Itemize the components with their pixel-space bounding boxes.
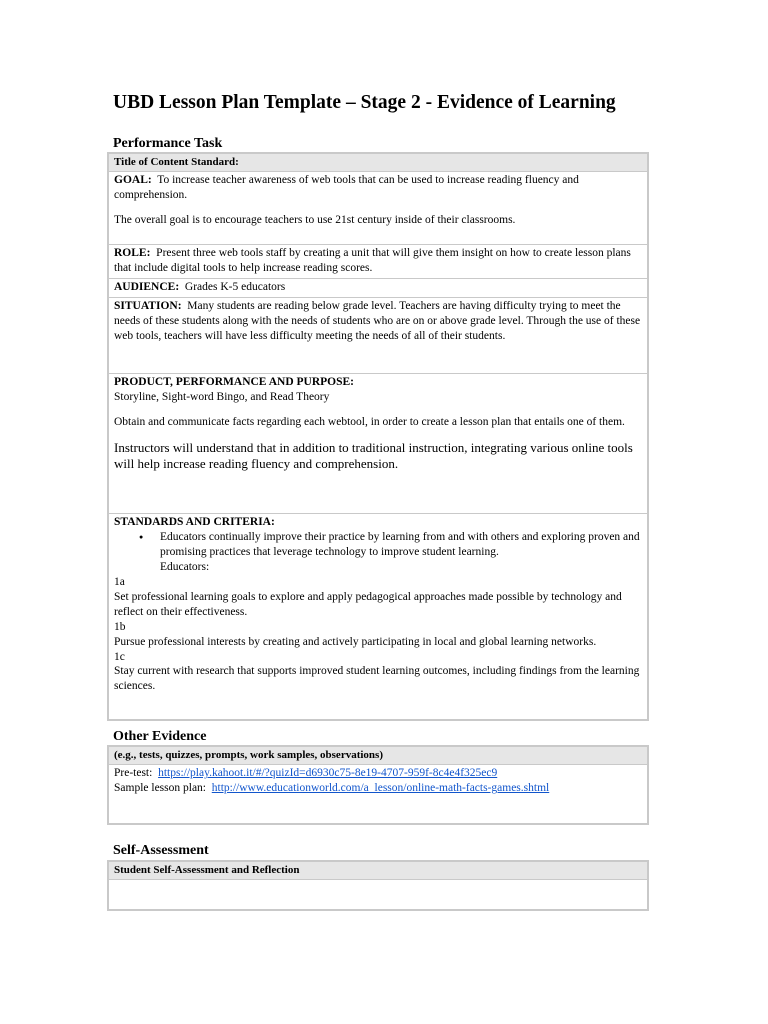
role-text: Present three web tools staff by creating a unit that will give them insight on how to create lesson plans that include digital tools to help increase reading scores. <box>114 247 631 275</box>
audience-label: AUDIENCE: <box>114 281 180 294</box>
standards-bullet-sub: Educators: <box>160 560 210 573</box>
other-evidence-cell <box>108 765 648 825</box>
performance-task-table <box>107 152 649 721</box>
product-label: PRODUCT, PERFORMANCE AND PURPOSE: <box>114 376 355 389</box>
role-cell <box>108 245 648 279</box>
standards-label: STANDARDS AND CRITERIA: <box>114 516 275 529</box>
standard-code-1b: 1b <box>114 620 126 633</box>
situation-text: Many students are reading below grade level. Teachers are having difficulty trying to meet the needs of these students along with the needs of students who are on or above grade level. Through the use of these web tools, teachers will have less difficulty meeting the needs of all of their students. <box>114 300 641 342</box>
role-label: ROLE: <box>114 247 151 260</box>
other-evidence-heading: Other Evidence <box>113 729 207 744</box>
content-standard-header: Title of Content Standard: <box>108 153 648 172</box>
standard-code-1c: 1c <box>114 650 125 663</box>
standards-cell <box>108 514 648 721</box>
audience-text: Grades K-5 educators <box>184 281 286 294</box>
audience-cell <box>108 279 648 298</box>
standards-bullet-list <box>114 530 642 575</box>
goal-text-2: The overall goal is to encourage teachers to use 21st century inside of their classrooms. <box>114 214 516 227</box>
standards-bullet-text: Educators continually improve their practice by learning from and with others and exploring proven and promising practices that leverage technology to improve student learning. <box>160 531 640 558</box>
page-title: UBD Lesson Plan Template – Stage 2 - Evidence of Learning <box>113 92 616 113</box>
performance-task-heading: Performance Task <box>113 136 223 151</box>
self-assessment-header: Student Self-Assessment and Reflection <box>108 861 648 880</box>
product-line-1: Storyline, Sight-word Bingo, and Read Theory <box>114 391 330 404</box>
self-assessment-heading: Self-Assessment <box>113 843 209 858</box>
situation-label: SITUATION: <box>114 300 182 313</box>
product-cell <box>108 374 648 514</box>
goal-cell <box>108 172 648 245</box>
self-assessment-table <box>107 860 649 911</box>
other-evidence-header: (e.g., tests, quizzes, prompts, work samples, observations) <box>108 746 648 765</box>
pretest-label: Pre-test: <box>114 767 153 780</box>
standards-bullet <box>160 530 642 575</box>
self-assessment-body <box>108 880 648 911</box>
sample-lesson-label: Sample lesson plan: <box>114 782 206 795</box>
standard-code-1a: 1a <box>114 575 125 588</box>
pretest-link[interactable]: https://play.kahoot.it/#/?quizId=d6930c75-8e19-4707-959f-8c4e4f325ec9 <box>158 767 498 780</box>
sample-lesson-link[interactable]: http://www.educationworld.com/a_lesson/online-math-facts-games.shtml <box>211 782 550 795</box>
standard-text-1b: Pursue professional interests by creating and actively participating in local and global learning networks. <box>114 635 597 648</box>
standard-text-1a: Set professional learning goals to explore and apply pedagogical approaches made possible by technology and reflect on their effectiveness. <box>114 590 622 618</box>
goal-text: To increase teacher awareness of web tools that can be used to increase reading fluency and comprehension. <box>114 174 579 202</box>
product-line-2: Obtain and communicate facts regarding each webtool, in order to create a lesson plan that entails one of them. <box>114 415 625 428</box>
product-line-3: Instructors will understand that in addition to traditional instruction, integrating various online tools will help increase reading fluency and comprehension. <box>114 439 633 472</box>
goal-label: GOAL: <box>114 174 152 187</box>
situation-cell <box>108 298 648 374</box>
other-evidence-table <box>107 745 649 825</box>
standard-text-1c: Stay current with research that supports improved student learning outcomes, including findings from the learning sciences. <box>114 665 640 693</box>
